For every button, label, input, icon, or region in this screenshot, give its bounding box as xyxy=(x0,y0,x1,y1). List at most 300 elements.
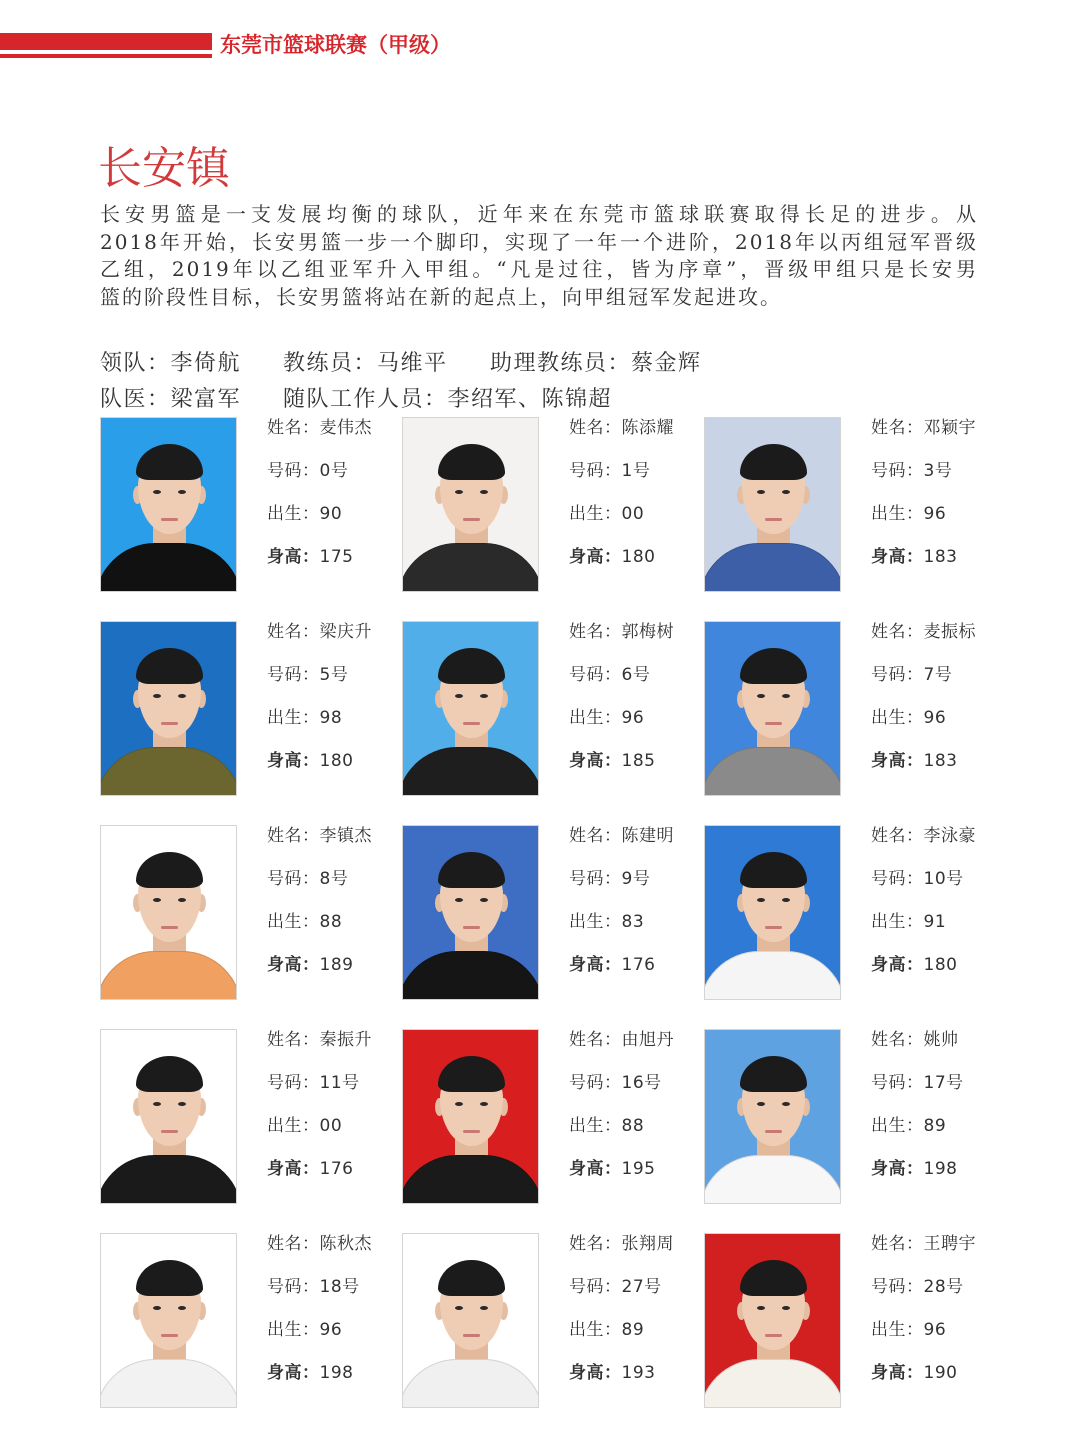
number-label: 号码： xyxy=(569,665,622,685)
player-photo xyxy=(402,1233,539,1408)
mouth xyxy=(765,926,782,929)
player-number-row xyxy=(569,654,704,697)
player-height: 180 xyxy=(923,955,958,975)
player-number-row xyxy=(267,858,402,901)
number-label: 号码： xyxy=(267,665,320,685)
staff-assistant-coach xyxy=(490,346,702,382)
staff-value: 蔡金辉 xyxy=(631,351,702,376)
player-born-row xyxy=(267,901,402,944)
mouth xyxy=(161,1334,178,1337)
born-label: 出生： xyxy=(569,1116,622,1136)
mouth xyxy=(463,722,480,725)
mouth xyxy=(463,1130,480,1133)
player-born-row xyxy=(871,901,1006,944)
player-info xyxy=(569,611,704,783)
eye xyxy=(757,490,765,494)
eye xyxy=(178,1102,186,1106)
player-height-row xyxy=(267,536,402,579)
player-number-row xyxy=(871,858,1006,901)
player-name: 麦振标 xyxy=(923,622,976,642)
player-name: 邓颖宇 xyxy=(923,418,976,438)
staff-row xyxy=(100,346,702,382)
shirt xyxy=(704,951,841,1000)
player-name: 姚帅 xyxy=(923,1030,959,1050)
eye xyxy=(480,1102,488,1106)
player-born: 91 xyxy=(923,912,947,932)
height-label: 身高： xyxy=(871,547,924,567)
player-born: 96 xyxy=(923,708,947,728)
player-height: 198 xyxy=(319,1363,354,1383)
number-label: 号码： xyxy=(871,869,924,889)
eye xyxy=(782,694,790,698)
height-label: 身高： xyxy=(871,955,924,975)
player-born-row xyxy=(569,901,704,944)
player-height: 190 xyxy=(923,1363,958,1383)
height-label: 身高： xyxy=(871,751,924,771)
eye xyxy=(757,694,765,698)
player-born: 98 xyxy=(319,708,343,728)
name-label: 姓名： xyxy=(871,1030,924,1050)
born-label: 出生： xyxy=(871,1116,924,1136)
height-label: 身高： xyxy=(267,547,320,567)
player-info xyxy=(267,611,402,783)
player-height: 176 xyxy=(621,955,656,975)
player-name-row xyxy=(267,407,402,450)
player-card xyxy=(402,621,704,825)
player-born: 96 xyxy=(621,708,645,728)
player-info xyxy=(871,611,1006,783)
player-number-row xyxy=(267,1266,402,1309)
shirt xyxy=(402,1155,539,1204)
staff-label: 队医： xyxy=(100,387,171,412)
name-label: 姓名： xyxy=(267,826,320,846)
eye xyxy=(782,490,790,494)
player-name-row xyxy=(569,1019,704,1062)
player-info xyxy=(569,1223,704,1395)
hair xyxy=(136,648,203,684)
player-born: 96 xyxy=(923,504,947,524)
hair xyxy=(438,1056,505,1092)
hair xyxy=(740,1056,807,1092)
name-label: 姓名： xyxy=(871,418,924,438)
eye xyxy=(455,490,463,494)
player-card xyxy=(100,1029,402,1233)
player-card xyxy=(704,621,1006,825)
player-name-row xyxy=(871,407,1006,450)
height-label: 身高： xyxy=(569,955,622,975)
born-label: 出生： xyxy=(569,1320,622,1340)
height-label: 身高： xyxy=(267,1159,320,1179)
player-name: 陈建明 xyxy=(621,826,674,846)
number-label: 号码： xyxy=(267,1277,320,1297)
player-height-row xyxy=(569,1352,704,1395)
player-photo xyxy=(402,417,539,592)
player-born: 96 xyxy=(923,1320,947,1340)
mouth xyxy=(161,926,178,929)
height-label: 身高： xyxy=(267,751,320,771)
player-height-row xyxy=(871,740,1006,783)
born-label: 出生： xyxy=(267,504,320,524)
player-height: 185 xyxy=(621,751,656,771)
number-label: 号码： xyxy=(871,1277,924,1297)
hair xyxy=(438,1260,505,1296)
eye xyxy=(757,1102,765,1106)
player-height-row xyxy=(871,1148,1006,1191)
player-born-row xyxy=(871,493,1006,536)
staff-label: 助理教练员： xyxy=(490,351,632,376)
eye xyxy=(178,898,186,902)
player-name: 李镇杰 xyxy=(319,826,372,846)
player-name: 秦振升 xyxy=(319,1030,372,1050)
player-number: 28号 xyxy=(923,1277,964,1297)
name-label: 姓名： xyxy=(267,418,320,438)
player-number-row xyxy=(871,450,1006,493)
player-height: 180 xyxy=(621,547,656,567)
player-born: 89 xyxy=(621,1320,645,1340)
hair xyxy=(740,444,807,480)
mouth xyxy=(765,1334,782,1337)
player-info xyxy=(267,815,402,987)
player-height-row xyxy=(871,944,1006,987)
hair xyxy=(136,852,203,888)
player-number: 7号 xyxy=(923,665,953,685)
player-photo xyxy=(402,621,539,796)
mouth xyxy=(463,518,480,521)
name-label: 姓名： xyxy=(871,1234,924,1254)
player-number: 5号 xyxy=(319,665,349,685)
player-name-row xyxy=(871,1019,1006,1062)
player-height-row xyxy=(871,1352,1006,1395)
eye xyxy=(153,898,161,902)
player-number-row xyxy=(871,1266,1006,1309)
mouth xyxy=(463,926,480,929)
eye xyxy=(782,1102,790,1106)
eye xyxy=(153,1102,161,1106)
player-name-row xyxy=(871,815,1006,858)
player-born-row xyxy=(569,1309,704,1352)
shirt xyxy=(704,1155,841,1204)
player-name-row xyxy=(569,611,704,654)
staff-value: 梁富军 xyxy=(170,387,242,412)
mouth xyxy=(765,722,782,725)
player-photo xyxy=(704,1029,841,1204)
player-photo xyxy=(704,417,841,592)
shirt xyxy=(402,1359,539,1408)
player-height-row xyxy=(267,1148,402,1191)
player-number: 9号 xyxy=(621,869,651,889)
player-height: 183 xyxy=(923,751,958,771)
eye xyxy=(153,694,161,698)
player-name: 李泳豪 xyxy=(923,826,976,846)
name-label: 姓名： xyxy=(871,826,924,846)
player-photo xyxy=(704,621,841,796)
player-name: 王聘宇 xyxy=(923,1234,976,1254)
player-card xyxy=(402,1233,704,1437)
player-name: 张翔周 xyxy=(621,1234,674,1254)
height-label: 身高： xyxy=(871,1159,924,1179)
player-born: 96 xyxy=(319,1320,343,1340)
player-height-row xyxy=(569,536,704,579)
born-label: 出生： xyxy=(569,504,622,524)
player-born-row xyxy=(267,493,402,536)
mouth xyxy=(463,1334,480,1337)
player-number: 17号 xyxy=(923,1073,964,1093)
player-name: 梁庆升 xyxy=(319,622,372,642)
player-card xyxy=(402,417,704,621)
eye xyxy=(153,1306,161,1310)
player-number: 0号 xyxy=(319,461,349,481)
shirt xyxy=(100,1155,237,1204)
player-name-row xyxy=(569,815,704,858)
player-born: 88 xyxy=(319,912,343,932)
player-height: 176 xyxy=(319,1159,354,1179)
eye xyxy=(480,490,488,494)
player-born-row xyxy=(267,1309,402,1352)
number-label: 号码： xyxy=(569,869,622,889)
intro-line: 长安男篮是一支发展均衡的球队，近年来在东莞市篮球联赛取得长足的进步。从 xyxy=(100,202,978,226)
born-label: 出生： xyxy=(871,912,924,932)
player-height-row xyxy=(569,740,704,783)
shirt xyxy=(704,543,841,592)
eye xyxy=(455,1102,463,1106)
number-label: 号码： xyxy=(267,1073,320,1093)
number-label: 号码： xyxy=(871,461,924,481)
hair xyxy=(136,1056,203,1092)
eye xyxy=(178,1306,186,1310)
player-number: 3号 xyxy=(923,461,953,481)
height-label: 身高： xyxy=(267,1363,320,1383)
team-name: 长安镇 xyxy=(98,143,230,194)
eye xyxy=(455,1306,463,1310)
staff-value: 李倚航 xyxy=(170,351,242,376)
player-number: 6号 xyxy=(621,665,651,685)
name-label: 姓名： xyxy=(569,826,622,846)
player-name: 由旭丹 xyxy=(621,1030,674,1050)
player-born-row xyxy=(569,1105,704,1148)
name-label: 姓名： xyxy=(569,1030,622,1050)
player-card xyxy=(704,1029,1006,1233)
hair xyxy=(438,444,505,480)
header-red-bar xyxy=(0,33,212,50)
mouth xyxy=(765,1130,782,1133)
player-info xyxy=(267,407,402,579)
player-number: 27号 xyxy=(621,1277,662,1297)
staff-value: 李绍军、陈锦超 xyxy=(447,387,613,412)
height-label: 身高： xyxy=(871,1363,924,1383)
player-name-row xyxy=(569,407,704,450)
born-label: 出生： xyxy=(267,1116,320,1136)
staff-value: 马维平 xyxy=(377,351,448,376)
eye xyxy=(782,1306,790,1310)
player-born: 00 xyxy=(319,1116,343,1136)
height-label: 身高： xyxy=(569,547,622,567)
staff-label: 领队： xyxy=(100,351,171,376)
player-born: 89 xyxy=(923,1116,947,1136)
shirt xyxy=(704,1359,841,1408)
player-born-row xyxy=(569,697,704,740)
player-height-row xyxy=(871,536,1006,579)
player-card xyxy=(100,621,402,825)
player-number-row xyxy=(569,1266,704,1309)
player-height-row xyxy=(267,944,402,987)
player-height: 193 xyxy=(621,1363,656,1383)
player-number-row xyxy=(871,1062,1006,1105)
shirt xyxy=(100,543,237,592)
shirt xyxy=(402,747,539,796)
number-label: 号码： xyxy=(267,461,320,481)
name-label: 姓名： xyxy=(267,1030,320,1050)
player-number: 10号 xyxy=(923,869,964,889)
player-number-row xyxy=(267,1062,402,1105)
hair xyxy=(740,852,807,888)
shirt xyxy=(100,747,237,796)
born-label: 出生： xyxy=(267,912,320,932)
number-label: 号码： xyxy=(871,665,924,685)
intro-line: 2018年开始，长安男篮一步一个脚印，实现了一年一个进阶，2018年以丙组冠军晋级 xyxy=(100,229,978,254)
staff-team-leader xyxy=(100,346,283,382)
player-photo xyxy=(100,1233,237,1408)
player-height: 189 xyxy=(319,955,354,975)
eye xyxy=(178,490,186,494)
shirt xyxy=(100,951,237,1000)
player-name-row xyxy=(267,611,402,654)
eye xyxy=(757,898,765,902)
header-red-line xyxy=(0,54,212,58)
hair xyxy=(438,852,505,888)
staff-coach xyxy=(283,346,490,382)
player-born-row xyxy=(871,1309,1006,1352)
height-label: 身高： xyxy=(569,751,622,771)
player-photo xyxy=(402,1029,539,1204)
number-label: 号码： xyxy=(569,1073,622,1093)
name-label: 姓名： xyxy=(569,418,622,438)
player-born: 90 xyxy=(319,504,343,524)
player-card xyxy=(100,417,402,621)
eye xyxy=(178,694,186,698)
player-card xyxy=(402,825,704,1029)
player-photo xyxy=(704,825,841,1000)
staff-label: 教练员： xyxy=(283,351,378,376)
player-height-row xyxy=(569,1148,704,1191)
player-info xyxy=(871,1019,1006,1191)
player-info xyxy=(569,815,704,987)
player-height: 175 xyxy=(319,547,354,567)
hair xyxy=(136,444,203,480)
name-label: 姓名： xyxy=(267,1234,320,1254)
hair xyxy=(740,1260,807,1296)
born-label: 出生： xyxy=(871,504,924,524)
player-born-row xyxy=(267,697,402,740)
intro-line: 乙组，2019年以乙组亚军升入甲组。“凡是过往，皆为序章”，晋级甲组只是长安男 xyxy=(100,257,978,282)
player-number: 18号 xyxy=(319,1277,360,1297)
intro-line: 篮的阶段性目标，长安男篮将站在新的起点上，向甲组冠军发起进攻。 xyxy=(100,285,782,310)
number-label: 号码： xyxy=(569,1277,622,1297)
player-photo xyxy=(100,825,237,1000)
player-name: 陈添耀 xyxy=(621,418,674,438)
player-born-row xyxy=(267,1105,402,1148)
player-card xyxy=(402,1029,704,1233)
mouth xyxy=(161,518,178,521)
player-card xyxy=(704,417,1006,621)
league-title: 东莞市篮球联赛（甲级） xyxy=(220,33,451,57)
player-number: 8号 xyxy=(319,869,349,889)
player-info xyxy=(569,1019,704,1191)
player-born: 83 xyxy=(621,912,645,932)
player-info xyxy=(267,1223,402,1395)
player-name-row xyxy=(267,815,402,858)
mouth xyxy=(161,1130,178,1133)
eye xyxy=(480,694,488,698)
hair xyxy=(438,648,505,684)
player-name: 麦伟杰 xyxy=(319,418,372,438)
player-name-row xyxy=(871,611,1006,654)
born-label: 出生： xyxy=(871,708,924,728)
player-card xyxy=(704,825,1006,1029)
player-number-row xyxy=(569,1062,704,1105)
name-label: 姓名： xyxy=(871,622,924,642)
player-height: 183 xyxy=(923,547,958,567)
player-photo xyxy=(704,1233,841,1408)
player-info xyxy=(871,1223,1006,1395)
team-intro xyxy=(100,201,978,312)
player-born-row xyxy=(871,1105,1006,1148)
player-info xyxy=(569,407,704,579)
born-label: 出生： xyxy=(267,708,320,728)
player-number: 16号 xyxy=(621,1073,662,1093)
shirt xyxy=(704,747,841,796)
player-height: 195 xyxy=(621,1159,656,1179)
player-info xyxy=(871,407,1006,579)
player-number-row xyxy=(267,450,402,493)
player-born: 00 xyxy=(621,504,645,524)
player-info xyxy=(267,1019,402,1191)
player-name-row xyxy=(569,1223,704,1266)
shirt xyxy=(100,1359,237,1408)
player-born: 88 xyxy=(621,1116,645,1136)
eye xyxy=(153,490,161,494)
height-label: 身高： xyxy=(569,1363,622,1383)
player-name-row xyxy=(871,1223,1006,1266)
born-label: 出生： xyxy=(569,708,622,728)
player-info xyxy=(871,815,1006,987)
hair xyxy=(136,1260,203,1296)
hair xyxy=(740,648,807,684)
player-name: 陈秋杰 xyxy=(319,1234,372,1254)
player-number: 11号 xyxy=(319,1073,360,1093)
player-grid xyxy=(100,417,1006,1437)
player-height-row xyxy=(569,944,704,987)
born-label: 出生： xyxy=(871,1320,924,1340)
eye xyxy=(455,898,463,902)
player-name: 郭梅树 xyxy=(621,622,674,642)
player-name-row xyxy=(267,1019,402,1062)
number-label: 号码： xyxy=(267,869,320,889)
name-label: 姓名： xyxy=(569,622,622,642)
player-height: 198 xyxy=(923,1159,958,1179)
player-photo xyxy=(100,417,237,592)
player-photo xyxy=(402,825,539,1000)
player-number-row xyxy=(267,654,402,697)
player-name-row xyxy=(267,1223,402,1266)
height-label: 身高： xyxy=(569,1159,622,1179)
staff-label: 随队工作人员： xyxy=(283,387,448,412)
number-label: 号码： xyxy=(569,461,622,481)
player-photo xyxy=(100,621,237,796)
player-card xyxy=(100,1233,402,1437)
player-born-row xyxy=(871,697,1006,740)
player-height: 180 xyxy=(319,751,354,771)
eye xyxy=(757,1306,765,1310)
